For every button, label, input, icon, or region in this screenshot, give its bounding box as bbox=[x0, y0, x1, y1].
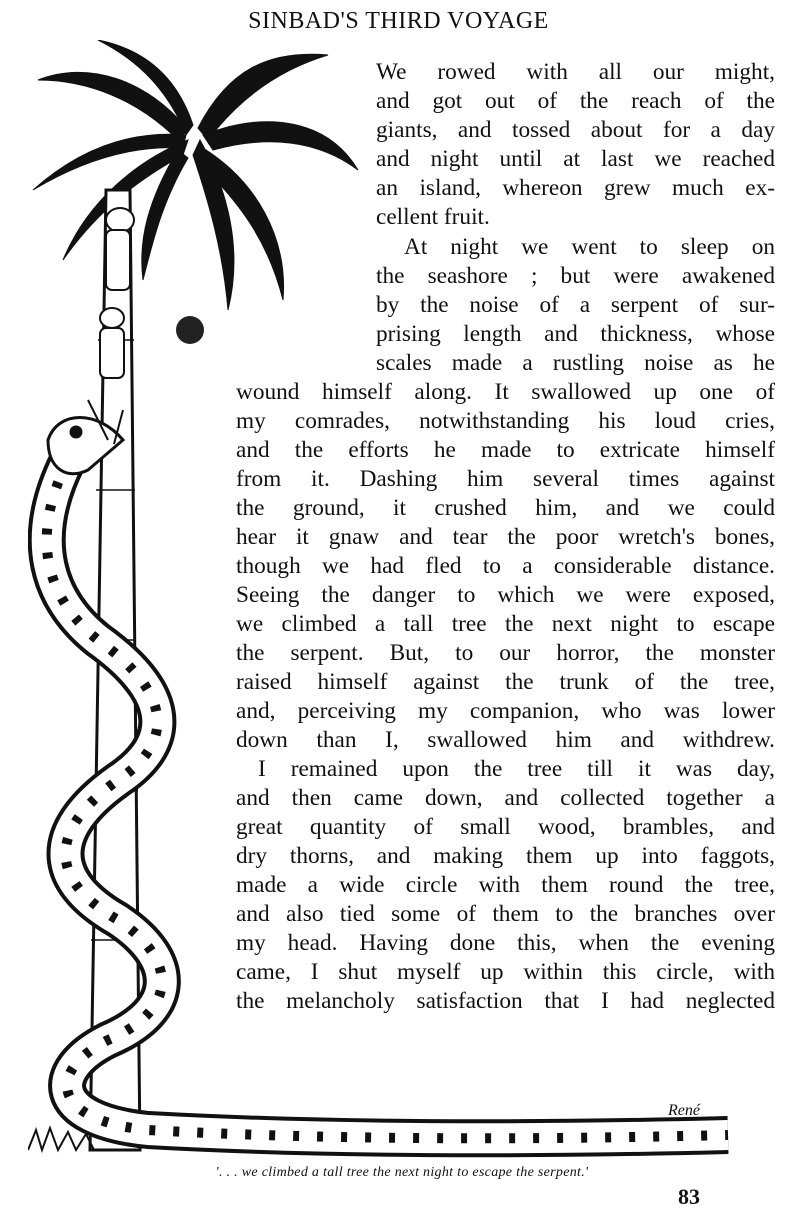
coconut bbox=[176, 316, 204, 344]
page-number: 83 bbox=[678, 1184, 700, 1209]
paragraph-2-upper: At night we went to sleep on the seashore ; but were awakened by the noise of a serpent of sur- prising length and thickness, whose scales made a rustling noise as he bbox=[376, 234, 775, 376]
paragraph-2-lower: wound himself along. It swallowed up one of my comrades, notwithstanding his loud cries, and the efforts he made to extricate himself from it. Dashing him several times against the ground, it crushed him, and we could hear it gnaw and tear the poor wretch's bones, though we had fled to a considerable distance. Seeing the danger to which we were exposed, we climbed a tall tree the next night to escape the serpent. But, to our horror, the monster raised himself against the trunk of the tree, and, perceiving my companion, who was lower down than I, swallowed him and withdrew. bbox=[236, 379, 775, 753]
illustration-caption: '. . . we climbed a tall tree the next night to escape the serpent.' bbox=[215, 1165, 589, 1180]
palm-fronds bbox=[33, 40, 358, 310]
paragraph-3: I remained upon the tree till it was day, and then came down, and collected together a great quantity of small wood, brambles, and dry thorns, and making them up into faggots, made a wide circle with them round the tree, and also tied some of them to the branches over my head. Having done this, when the evening came, I shut myself up within this circle, with the melancholy satisfaction that I had neglected bbox=[236, 756, 775, 1014]
paragraph-1: We rowed with all our might, and got out of the reach of the giants, and tossed about for a day and night until at last we reached an island, whereon grew much ex- cellent fruit. bbox=[376, 59, 775, 230]
page-header: SINBAD'S THIRD VOYAGE bbox=[248, 8, 549, 34]
artist-signature: René bbox=[668, 1102, 700, 1119]
